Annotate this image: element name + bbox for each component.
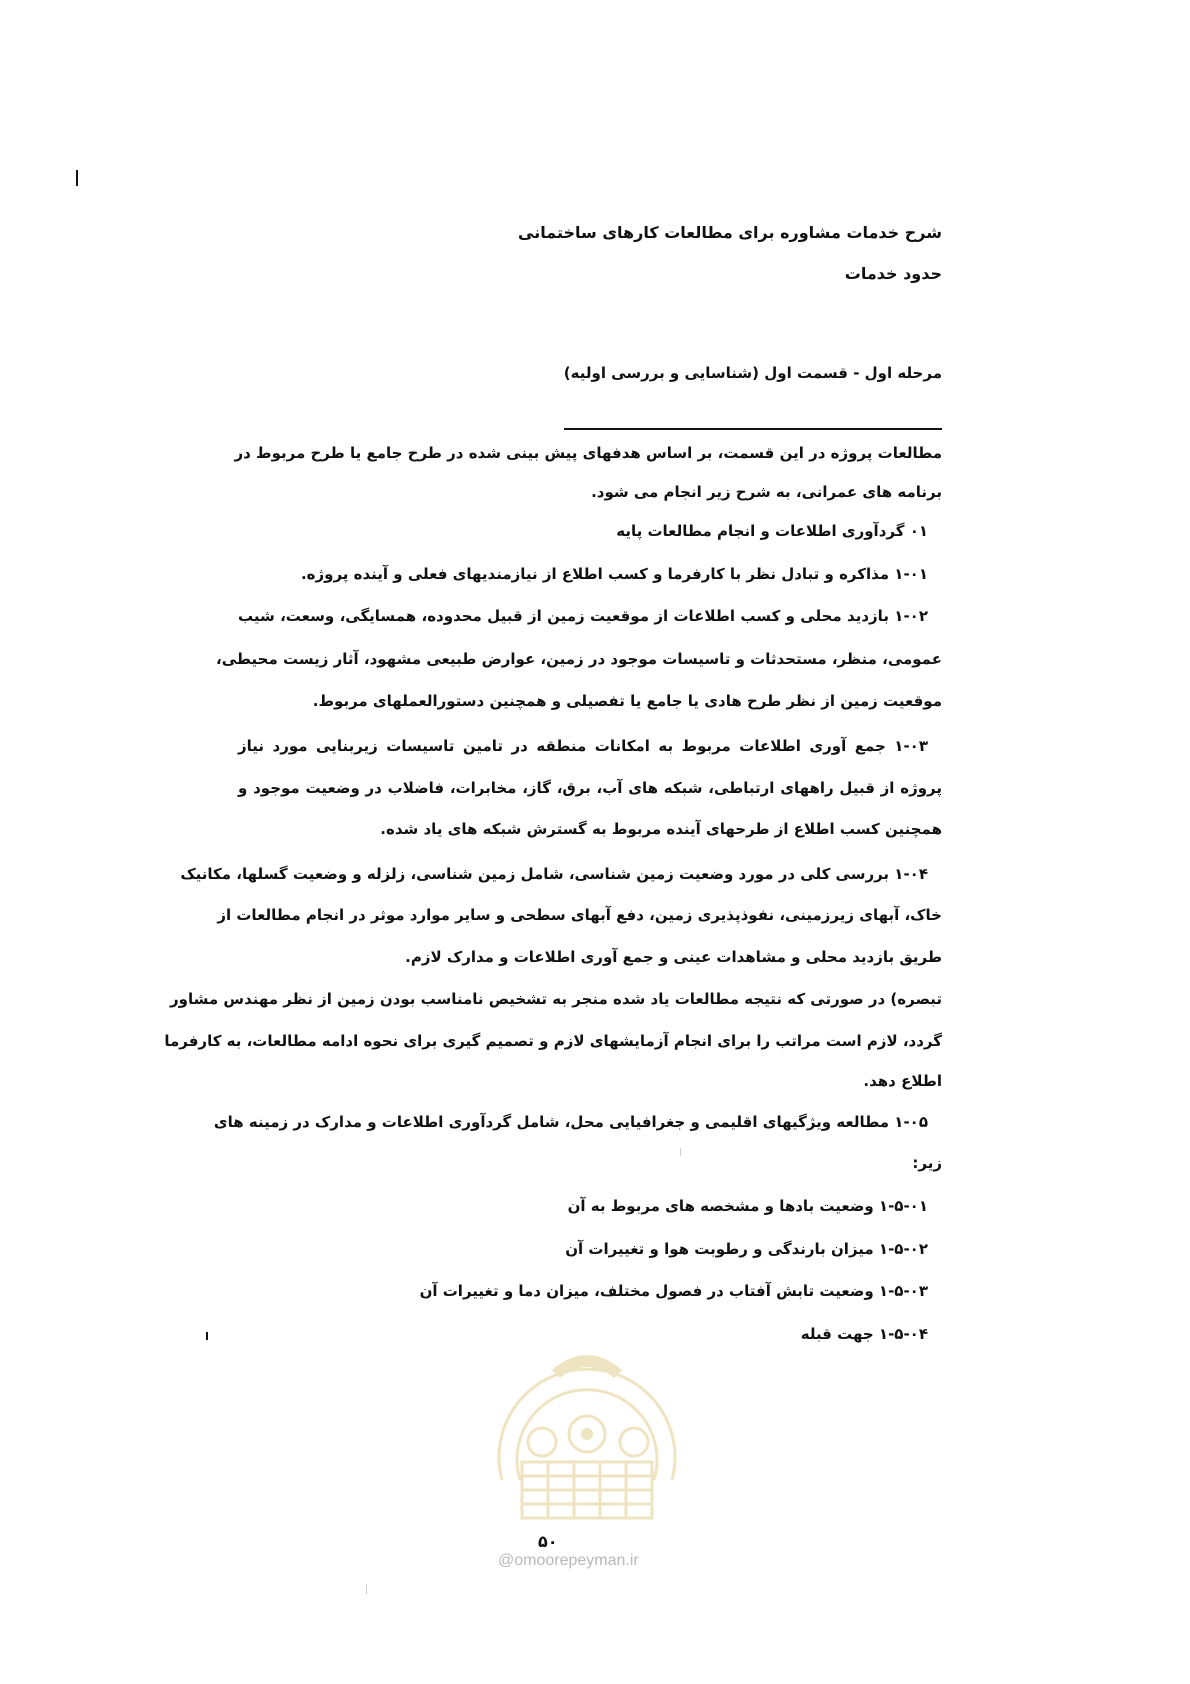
intro-line: مطالعات پروژه در این قسمت، بر اساس هدفهای پیش بینی شده در طرح جامع یا طرح مربوط در [234,444,942,462]
list-item-1-03: ۱-۰۳ جمع آوری اطلاعات مربوط به امکانات منطقه در تامین تاسیسات زیربنایی مورد نیاز [238,737,928,755]
list-item-1-02-continued: موقعیت زمین از نظر طرح هادی یا جامع یا تفصیلی و همچنین دستورالعملهای مربوط. [312,692,942,710]
list-item-1-05: ۱-۰۵ مطالعه ویژگیهای اقلیمی و جغرافیایی محل، شامل گردآوری اطلاعات و مدارک در زمینه های [213,1113,928,1131]
scan-artifact [366,1584,367,1594]
document-title: شرح خدمات مشاوره برای مطالعات کارهای ساختمانی [518,223,942,242]
list-item-1-02: ۱-۰۲ بازدید محلی و کسب اطلاعات از موقعیت زمین از قبیل محدوده، همسایگی، وسعت، شیب [238,607,928,625]
stage-heading-underline [564,428,942,430]
sub-item-1-5-01: ۱-۵-۰۱ وضعیت بادها و مشخصه های مربوط به آن [567,1197,928,1215]
scan-mark-left [76,170,78,186]
section-heading-01: ۰۱ گردآوری اطلاعات و انجام مطالعات پایه [616,522,928,540]
scan-artifact [680,1148,681,1156]
list-item-1-04-continued: خاک، آبهای زیرزمینی، نفوذپذیری زمین، دفع آبهای سطحی و سایر موارد موثر در انجام مطالعات از [217,906,942,924]
list-item-1-03-continued: همچنین کسب اطلاع از طرحهای آینده مربوط به گسترش شبکه های یاد شده. [380,820,942,838]
document-subtitle: حدود خدمات [844,264,942,283]
watermark-url: @omoorepeyman.ir [498,1552,639,1569]
list-item-1-02-continued: عمومی، منظر، مستحدثات و تاسیسات موجود در زمین، عوارض طبیعی مشهود، آثار زیست محیطی، [216,650,942,668]
sub-item-1-5-04: ۱-۵-۰۴ جهت قبله [800,1325,928,1343]
list-item-1-05-continued: زیر: [912,1154,942,1172]
sub-item-1-5-03: ۱-۵-۰۳ وضعیت تابش آفتاب در فصول مختلف، میزان دما و تغییرات آن [419,1282,928,1300]
list-item-1-04: ۱-۰۴ بررسی کلی در مورد وضعیت زمین شناسی، شامل زمین شناسی، زلزله و وضعیت گسلها، مکانیک [180,865,928,883]
note-paragraph: تبصره) در صورتی که نتیجه مطالعات یاد شده منجر به تشخیص نامناسب بودن زمین از نظر مهندس مشاور [170,990,942,1008]
page-number: ۵۰ [538,1532,558,1551]
note-paragraph-continued: گردد، لازم است مراتب را برای انجام آزمایشهای لازم و تصمیم گیری برای نحوه ادامه مطالعات، به کارفرما [164,1032,942,1050]
stage-heading: مرحله اول - قسمت اول (شناسایی و بررسی اولیه) [563,364,942,382]
watermark-seal [482,1330,692,1526]
note-paragraph-continued: اطلاع دهد. [863,1072,942,1090]
list-item-1-01: ۱-۰۱ مذاکره و تبادل نظر با کارفرما و کسب اطلاع از نیازمندیهای فعلی و آینده پروژه. [300,565,928,583]
scan-mark-bottom [206,1332,208,1340]
list-item-1-03-continued: پروژه از قبیل راههای ارتباطی، شبکه های آب، برق، گاز، مخابرات، فاضلاب در وضعیت موجود و [238,779,942,797]
intro-line: برنامه های عمرانی، به شرح زیر انجام می شود. [591,483,942,501]
sub-item-1-5-02: ۱-۵-۰۲ میزان بارندگی و رطوبت هوا و تغییرات آن [565,1240,928,1258]
list-item-1-04-continued: طریق بازدید محلی و مشاهدات عینی و جمع آوری اطلاعات و مدارک لازم. [405,948,942,966]
